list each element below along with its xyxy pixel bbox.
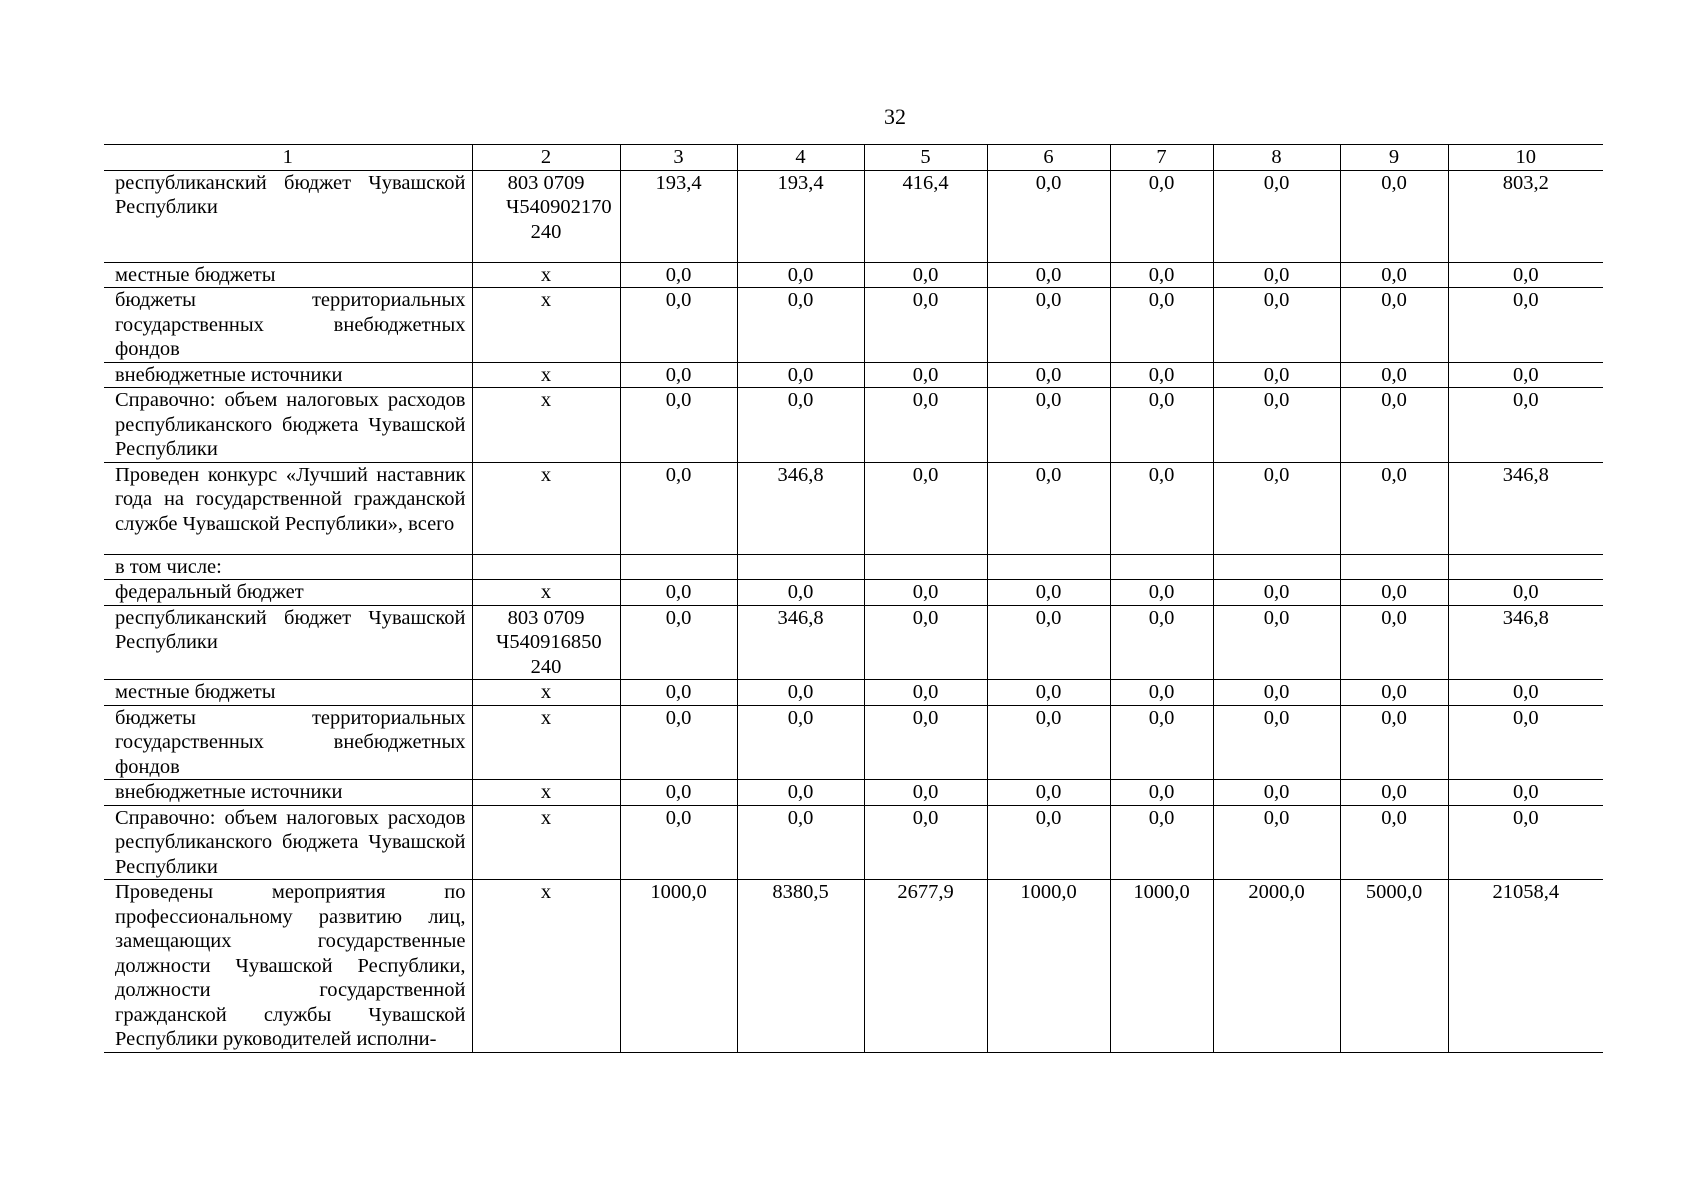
- row-label: местные бюджеты: [104, 680, 472, 706]
- budget-code-text: x: [540, 289, 552, 311]
- value-cell: 0,0: [864, 288, 987, 363]
- value-cell: 1000,0: [987, 880, 1110, 1053]
- value-cell: 0,0: [1448, 705, 1603, 780]
- value-cell: 0,0: [620, 288, 737, 363]
- value-cell: 0,0: [1213, 805, 1340, 880]
- value-cell: 0,0: [864, 680, 987, 706]
- budget-code-text: 803 0709 Ч540902170 240: [506, 171, 612, 243]
- table-row: [104, 170, 1603, 262]
- value-cell: 803,2: [1448, 170, 1603, 262]
- row-label: Справочно: объем налоговых расходов республиканского бюджета Чувашской Республики: [104, 388, 472, 463]
- value-cell: 193,4: [620, 170, 737, 262]
- row-label: Проведены мероприятия по профессиональному развитию лиц, замещающих государственные должности Чувашской Республики, должности государственной гражданской службы Чувашской Республики руководителей исполни-: [104, 880, 472, 1053]
- row-label: Проведен конкурс «Лучший наставник года на государственной гражданской службе Чувашской Республики», всего: [104, 462, 472, 554]
- row-label: федеральный бюджет: [104, 580, 472, 606]
- budget-code: [472, 880, 620, 1053]
- value-cell: 0,0: [1340, 780, 1448, 806]
- value-cell: 0,0: [620, 705, 737, 780]
- row-label: внебюджетные источники: [104, 362, 472, 388]
- value-cell: 0,0: [620, 805, 737, 880]
- value-cell: 0,0: [1340, 362, 1448, 388]
- value-cell: [1110, 554, 1213, 580]
- value-cell: 0,0: [1110, 605, 1213, 680]
- row-label: республиканский бюджет Чувашской Республики: [104, 605, 472, 680]
- value-cell: 0,0: [864, 805, 987, 880]
- table-row: [104, 605, 1603, 680]
- value-cell: 0,0: [620, 388, 737, 463]
- column-header: 8: [1213, 145, 1340, 171]
- value-cell: 346,8: [737, 462, 864, 554]
- value-cell: 0,0: [864, 388, 987, 463]
- row-label: внебюджетные источники: [104, 780, 472, 806]
- column-header: 7: [1110, 145, 1213, 171]
- value-cell: 0,0: [1213, 262, 1340, 288]
- table-row: [104, 880, 1603, 1053]
- value-cell: [620, 554, 737, 580]
- value-cell: 0,0: [737, 288, 864, 363]
- value-cell: 0,0: [737, 680, 864, 706]
- budget-code: [472, 580, 620, 606]
- value-cell: 2000,0: [1213, 880, 1340, 1053]
- value-cell: 0,0: [1213, 605, 1340, 680]
- table-row: [104, 388, 1603, 463]
- value-cell: 0,0: [987, 680, 1110, 706]
- value-cell: 0,0: [864, 580, 987, 606]
- table-header-row: [104, 145, 1603, 171]
- row-label: бюджеты территориальных государственных внебюджетных фондов: [104, 705, 472, 780]
- table-row: [104, 580, 1603, 606]
- budget-code: [472, 805, 620, 880]
- table-row: [104, 362, 1603, 388]
- value-cell: 0,0: [1110, 170, 1213, 262]
- budget-code: [472, 170, 620, 262]
- value-cell: 0,0: [864, 362, 987, 388]
- page-number: 32: [884, 104, 906, 129]
- value-cell: 0,0: [987, 362, 1110, 388]
- budget-code-text: x: [540, 706, 552, 729]
- budget-code-text: x: [540, 263, 552, 286]
- value-cell: 0,0: [864, 262, 987, 288]
- value-cell: 0,0: [1213, 170, 1340, 262]
- value-cell: 0,0: [1448, 388, 1603, 463]
- value-cell: 0,0: [1340, 680, 1448, 706]
- value-cell: 0,0: [1448, 805, 1603, 880]
- value-cell: 0,0: [620, 462, 737, 554]
- value-cell: 0,0: [620, 362, 737, 388]
- value-cell: 346,8: [1448, 462, 1603, 554]
- value-cell: 0,0: [1340, 705, 1448, 780]
- table-row: [104, 805, 1603, 880]
- value-cell: 193,4: [737, 170, 864, 262]
- table-row: [104, 680, 1603, 706]
- value-cell: 0,0: [864, 462, 987, 554]
- value-cell: 0,0: [987, 170, 1110, 262]
- budget-code-text: x: [540, 363, 552, 386]
- value-cell: 21058,4: [1448, 880, 1603, 1053]
- value-cell: [1448, 554, 1603, 580]
- value-cell: 0,0: [1213, 388, 1340, 463]
- value-cell: 0,0: [737, 262, 864, 288]
- value-cell: 0,0: [737, 805, 864, 880]
- budget-code: [472, 388, 620, 463]
- value-cell: 0,0: [737, 780, 864, 806]
- row-label: республиканский бюджет Чувашской Республики: [104, 170, 472, 262]
- value-cell: 0,0: [1448, 780, 1603, 806]
- column-header: 9: [1340, 145, 1448, 171]
- value-cell: 0,0: [987, 805, 1110, 880]
- column-header: 2: [472, 145, 620, 171]
- column-header: 5: [864, 145, 987, 171]
- value-cell: 8380,5: [737, 880, 864, 1053]
- value-cell: 0,0: [987, 388, 1110, 463]
- value-cell: 0,0: [1340, 170, 1448, 262]
- row-label: бюджеты территориальных государственных внебюджетных фондов: [104, 288, 472, 363]
- row-label: местные бюджеты: [104, 262, 472, 288]
- row-label: в том числе:: [104, 554, 472, 580]
- value-cell: 0,0: [987, 462, 1110, 554]
- budget-code: [472, 262, 620, 288]
- budget-code: [472, 680, 620, 706]
- value-cell: 0,0: [1340, 605, 1448, 680]
- value-cell: 0,0: [987, 262, 1110, 288]
- value-cell: 0,0: [1213, 780, 1340, 806]
- value-cell: 5000,0: [1340, 880, 1448, 1053]
- value-cell: 0,0: [1110, 580, 1213, 606]
- value-cell: 0,0: [1448, 680, 1603, 706]
- value-cell: 0,0: [1448, 362, 1603, 388]
- budget-code-text: x: [540, 581, 552, 603]
- budget-code-text: x: [540, 781, 552, 803]
- column-header: 4: [737, 145, 864, 171]
- value-cell: 0,0: [737, 388, 864, 463]
- value-cell: 0,0: [1110, 805, 1213, 880]
- table-row: [104, 462, 1603, 554]
- value-cell: 0,0: [1213, 680, 1340, 706]
- value-cell: 346,8: [1448, 605, 1603, 680]
- value-cell: 0,0: [1340, 580, 1448, 606]
- value-cell: [1340, 554, 1448, 580]
- value-cell: 416,4: [864, 170, 987, 262]
- value-cell: 346,8: [737, 605, 864, 680]
- value-cell: 0,0: [620, 580, 737, 606]
- budget-code: [472, 554, 620, 580]
- value-cell: 0,0: [620, 605, 737, 680]
- value-cell: 0,0: [1213, 288, 1340, 363]
- budget-code: [472, 288, 620, 363]
- value-cell: 0,0: [1340, 288, 1448, 363]
- value-cell: 0,0: [620, 780, 737, 806]
- value-cell: 1000,0: [1110, 880, 1213, 1053]
- column-header: 6: [987, 145, 1110, 171]
- table-body: [104, 145, 1603, 1053]
- value-cell: 2677,9: [864, 880, 987, 1053]
- value-cell: 0,0: [737, 580, 864, 606]
- value-cell: 0,0: [620, 680, 737, 706]
- value-cell: 0,0: [864, 605, 987, 680]
- table-row: [104, 780, 1603, 806]
- budget-code: [472, 462, 620, 554]
- value-cell: 0,0: [987, 288, 1110, 363]
- value-cell: 0,0: [1110, 388, 1213, 463]
- budget-code-text: x: [540, 389, 552, 411]
- value-cell: 0,0: [1110, 288, 1213, 363]
- value-cell: 0,0: [1110, 680, 1213, 706]
- budget-table: [104, 144, 1603, 1053]
- value-cell: 0,0: [864, 705, 987, 780]
- value-cell: 0,0: [1340, 388, 1448, 463]
- value-cell: 0,0: [1448, 262, 1603, 288]
- table-row: [104, 554, 1603, 580]
- value-cell: 0,0: [987, 580, 1110, 606]
- value-cell: 0,0: [864, 780, 987, 806]
- value-cell: 0,0: [737, 362, 864, 388]
- value-cell: 0,0: [1110, 262, 1213, 288]
- column-header: 3: [620, 145, 737, 171]
- budget-code: [472, 705, 620, 780]
- value-cell: 0,0: [1213, 705, 1340, 780]
- value-cell: [1213, 554, 1340, 580]
- budget-code: [472, 780, 620, 806]
- column-header: 1: [104, 145, 472, 171]
- value-cell: 0,0: [1213, 362, 1340, 388]
- value-cell: 0,0: [1213, 462, 1340, 554]
- budget-code-text: x: [540, 463, 552, 486]
- budget-code-text: x: [540, 681, 552, 703]
- value-cell: 0,0: [737, 705, 864, 780]
- budget-code-text: x: [540, 806, 552, 829]
- value-cell: 0,0: [1110, 705, 1213, 780]
- budget-code-text: 803 0709 Ч540916850 240: [496, 606, 602, 678]
- budget-code-text: x: [540, 881, 552, 903]
- budget-code: [472, 362, 620, 388]
- value-cell: 0,0: [1213, 580, 1340, 606]
- value-cell: 1000,0: [620, 880, 737, 1053]
- column-header: 10: [1448, 145, 1603, 171]
- value-cell: [864, 554, 987, 580]
- value-cell: 0,0: [1110, 362, 1213, 388]
- row-label: Справочно: объем налоговых расходов республиканского бюджета Чувашской Республики: [104, 805, 472, 880]
- table-row: [104, 288, 1603, 363]
- value-cell: 0,0: [987, 605, 1110, 680]
- value-cell: 0,0: [1110, 462, 1213, 554]
- value-cell: 0,0: [1110, 780, 1213, 806]
- table-row: [104, 705, 1603, 780]
- value-cell: 0,0: [1448, 580, 1603, 606]
- value-cell: [737, 554, 864, 580]
- value-cell: 0,0: [987, 705, 1110, 780]
- value-cell: [987, 554, 1110, 580]
- value-cell: 0,0: [987, 780, 1110, 806]
- budget-code: [472, 605, 620, 680]
- value-cell: 0,0: [1340, 805, 1448, 880]
- value-cell: 0,0: [620, 262, 737, 288]
- value-cell: 0,0: [1448, 288, 1603, 363]
- value-cell: 0,0: [1340, 462, 1448, 554]
- value-cell: 0,0: [1340, 262, 1448, 288]
- table-row: [104, 262, 1603, 288]
